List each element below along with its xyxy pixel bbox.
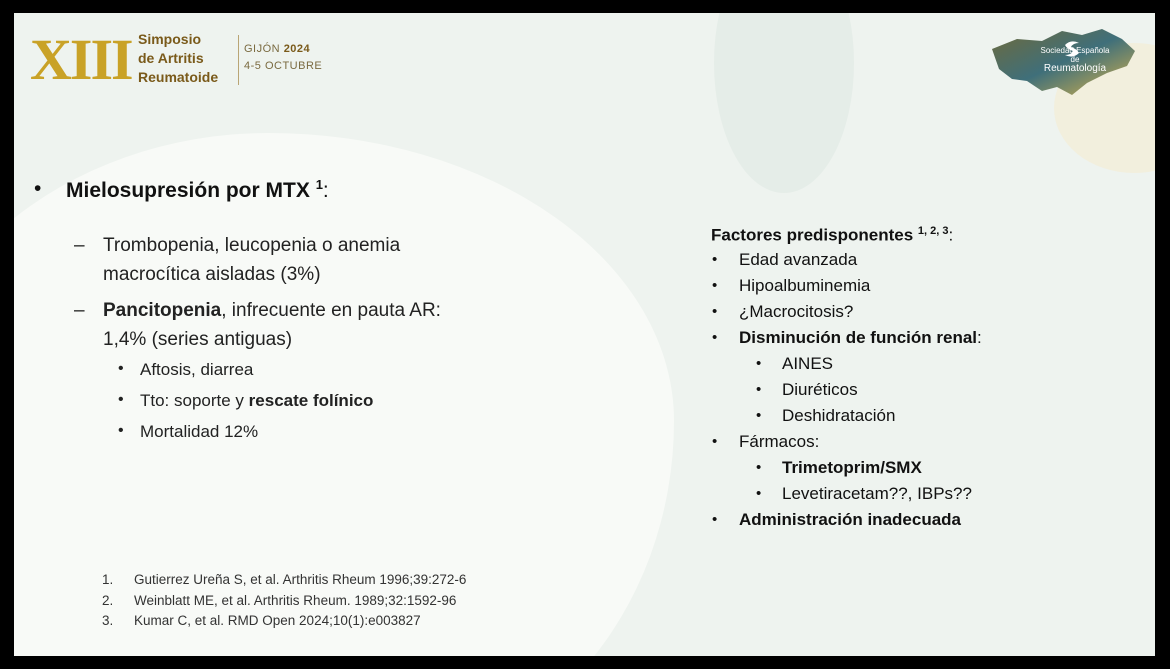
list-item: [103, 296, 441, 354]
symposium-logo-numeral: XIII: [30, 27, 132, 92]
bullet-icon: •: [756, 407, 762, 424]
title-line: Reumatoide: [138, 69, 219, 85]
bullet-icon: •: [756, 355, 762, 372]
factor-item: Administración inadecuada: [739, 510, 961, 529]
factor-item-colon: :: [977, 328, 982, 347]
sub-list-item: Aftosis, diarrea: [140, 360, 254, 379]
event-year: 2024: [283, 43, 311, 55]
bullet-icon: •: [118, 391, 124, 408]
list-item-line: macrocítica aisladas (3%): [103, 264, 321, 285]
bullet-icon: •: [712, 329, 718, 346]
title-line: de Artritis: [138, 50, 204, 66]
dash-icon: –: [74, 235, 85, 256]
factor-subitem: Diuréticos: [782, 380, 858, 399]
bullet-icon: •: [712, 277, 718, 294]
slide: [14, 13, 1155, 656]
factor-subitem: Deshidratación: [782, 406, 896, 425]
society-name: [1040, 46, 1110, 73]
list-item-line: Trombopenia, leucopenia o anemia: [103, 235, 401, 256]
factor-subitem: Trimetoprim/SMX: [782, 458, 922, 477]
heading-colon: :: [948, 225, 954, 245]
logo-divider: [238, 35, 239, 85]
reference-superscript: 1: [315, 177, 323, 192]
event-place-date: [244, 41, 322, 75]
background-shape: [714, 13, 854, 193]
bullet-icon: •: [34, 177, 42, 200]
dash-icon: –: [74, 300, 85, 321]
bullet-icon: •: [712, 511, 718, 528]
factors-heading: [711, 225, 953, 246]
society-line: Sociedad Española de: [1040, 46, 1110, 64]
bullet-icon: •: [118, 360, 124, 377]
bullet-icon: •: [712, 251, 718, 268]
reference-text: Kumar C, et al. RMD Open 2024;10(1):e003827: [134, 613, 421, 628]
factor-item: [739, 328, 982, 348]
main-heading: [66, 177, 329, 203]
bullet-icon: •: [756, 381, 762, 398]
bullet-icon: •: [712, 303, 718, 320]
society-line: Reumatología: [1043, 63, 1107, 74]
main-heading-text: Mielosupresión por MTX: [66, 179, 316, 202]
reference-number: 3.: [102, 613, 114, 628]
sub-list-item-bold: rescate folínico: [248, 391, 374, 410]
bullet-icon: •: [756, 459, 762, 476]
factor-item: Edad avanzada: [739, 250, 858, 269]
sub-list-item-text: Tto: soporte y: [140, 391, 249, 410]
factor-item: Fármacos:: [739, 432, 820, 451]
factor-subitem: AINES: [782, 354, 834, 373]
symposium-logo-title: [138, 30, 218, 87]
list-item: [103, 231, 400, 289]
sub-list-item: [140, 391, 373, 411]
title-line: Simposio: [138, 31, 202, 47]
factor-item: ¿Macrocitosis?: [739, 302, 854, 321]
bullet-icon: •: [118, 422, 124, 439]
bullet-icon: •: [712, 433, 718, 450]
list-item-line: 1,4% (series antiguas): [103, 329, 293, 350]
reference-superscript: 1, 2, 3: [917, 225, 949, 237]
event-city: GIJÓN: [244, 43, 281, 55]
list-item-line: , infrecuente en pauta AR:: [221, 300, 441, 321]
factor-subitem: Levetiracetam??, IBPs??: [782, 484, 972, 503]
factor-item-bold: Disminución de función renal: [739, 328, 978, 347]
factors-heading-text: Factores predisponentes: [711, 225, 918, 245]
reference-text: Gutierrez Ureña S, et al. Arthritis Rheum 1996;39:272-6: [134, 572, 467, 587]
sub-list-item: Mortalidad 12%: [140, 422, 259, 441]
factor-item: Hipoalbuminemia: [739, 276, 871, 295]
reference-text: Weinblatt ME, et al. Arthritis Rheum. 1989;32:1592-96: [134, 593, 457, 608]
event-dates: 4-5 OCTUBRE: [244, 60, 323, 72]
list-item-bold: Pancitopenia: [103, 300, 222, 321]
reference-number: 2.: [102, 593, 114, 608]
bullet-icon: •: [756, 485, 762, 502]
heading-colon: :: [322, 179, 329, 202]
reference-number: 1.: [102, 572, 114, 587]
